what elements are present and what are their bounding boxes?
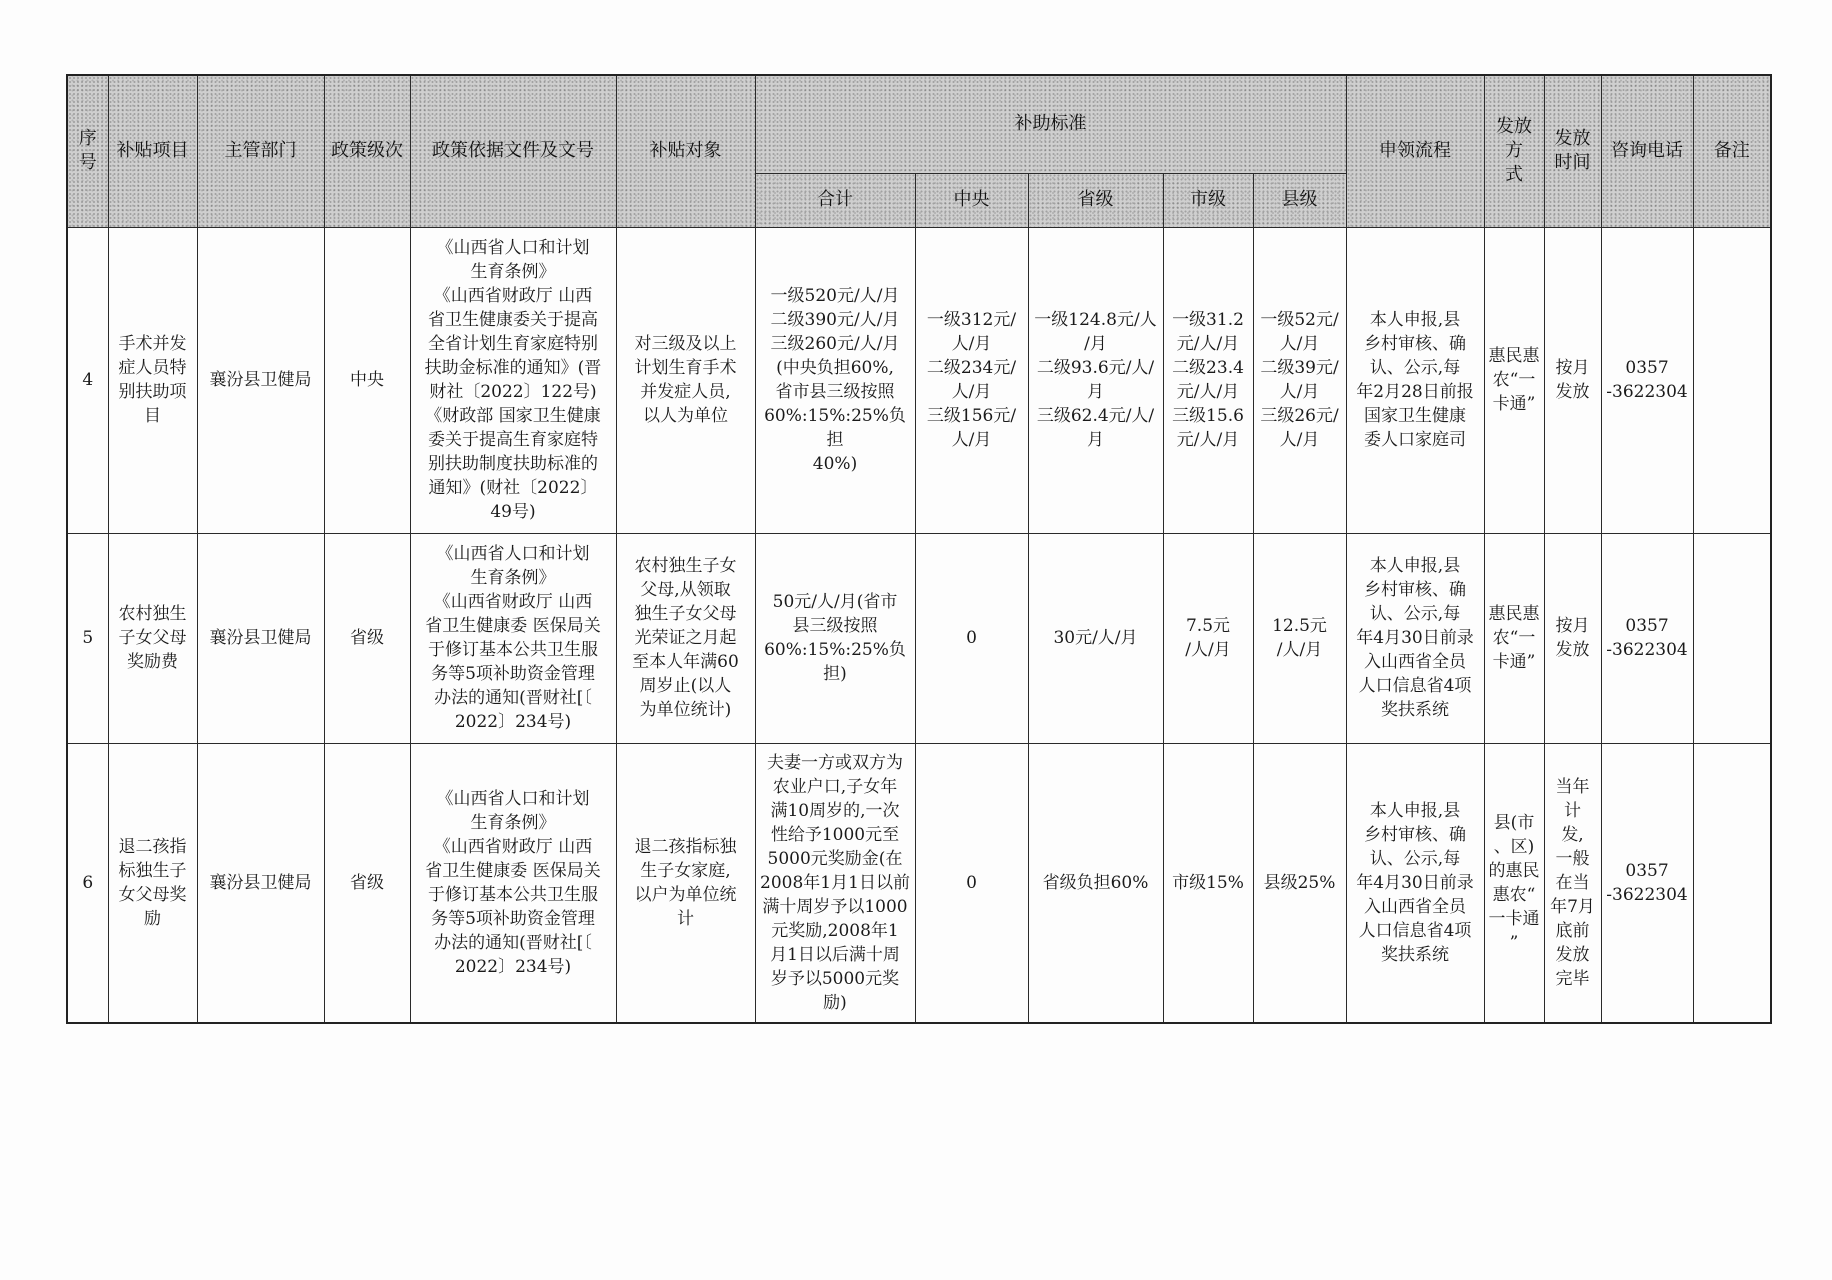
cell-dept: 襄汾县卫健局 [197,533,324,743]
header-county: 县级 [1253,173,1346,227]
cell-phone: 0357 -3622304 [1601,743,1693,1023]
cell-item: 农村独生 子女父母 奖励费 [108,533,197,743]
cell-seq: 6 [67,743,108,1023]
table-row [67,743,1771,1023]
cell-county: 一级52元/ 人/月 二级39元/ 人/月 三级26元/ 人/月 [1253,227,1346,533]
cell-county: 县级25% [1253,743,1346,1023]
cell-province: 一级124.8元/人 /月 二级93.6元/人/ 月 三级62.4元/人/ 月 [1028,227,1163,533]
cell-province: 30元/人/月 [1028,533,1163,743]
cell-method: 县(市 、区) 的惠民 惠农“ 一卡通 ” [1484,743,1544,1023]
cell-city: 市级15% [1163,743,1253,1023]
cell-remark [1693,227,1771,533]
header-standard: 补助标准 [755,75,1346,173]
table-row [67,227,1771,533]
cell-central: 0 [915,533,1028,743]
header-city: 市级 [1163,173,1253,227]
cell-basis: 《山西省人口和计划 生育条例》 《山西省财政厅 山西 省卫生健康委 医保局关 于修订基本公共卫生服 务等5项补助资金管理 办法的通知(晋财社[〔 2022〕234号) [410,533,616,743]
header-remark: 备注 [1693,75,1771,227]
cell-target: 对三级及以上 计划生育手术 并发症人员, 以人为单位 [616,227,755,533]
header-item: 补贴项目 [108,75,197,227]
header-row-top [67,75,1771,173]
cell-central: 一级312元/ 人/月 二级234元/ 人/月 三级156元/ 人/月 [915,227,1028,533]
cell-item: 退二孩指 标独生子 女父母奖 励 [108,743,197,1023]
cell-dept: 襄汾县卫健局 [197,743,324,1023]
header-basis: 政策依据文件及文号 [410,75,616,227]
table-header [67,75,1771,227]
cell-level: 中央 [324,227,410,533]
cell-phone: 0357 -3622304 [1601,533,1693,743]
cell-process: 本人申报,县 乡村审核、确 认、公示,每 年2月28日前报 国家卫生健康 委人口家庭司 [1346,227,1484,533]
cell-item: 手术并发 症人员特 别扶助项 目 [108,227,197,533]
table-row [67,533,1771,743]
cell-province: 省级负担60% [1028,743,1163,1023]
header-time: 发放 时间 [1544,75,1601,227]
cell-phone: 0357 -3622304 [1601,227,1693,533]
cell-level: 省级 [324,533,410,743]
cell-seq: 5 [67,533,108,743]
cell-total: 一级520元/人/月 二级390元/人/月 三级260元/人/月 (中央负担60%, 省市县三级按照 60%:15%:25%负担 40%) [755,227,915,533]
header-central: 中央 [915,173,1028,227]
cell-seq: 4 [67,227,108,533]
cell-city: 一级31.2 元/人/月 二级23.4 元/人/月 三级15.6 元/人/月 [1163,227,1253,533]
cell-time: 当年 计 发, 一般 在当 年7月 底前 发放 完毕 [1544,743,1601,1023]
subsidy-table [66,74,1772,1024]
cell-dept: 襄汾县卫健局 [197,227,324,533]
cell-process: 本人申报,县 乡村审核、确 认、公示,每 年4月30日前录 入山西省全员 人口信息省4项 奖扶系统 [1346,743,1484,1023]
header-process: 申领流程 [1346,75,1484,227]
cell-time: 按月 发放 [1544,227,1601,533]
cell-county: 12.5元 /人/月 [1253,533,1346,743]
header-target: 补贴对象 [616,75,755,227]
cell-time: 按月 发放 [1544,533,1601,743]
cell-process: 本人申报,县 乡村审核、确 认、公示,每 年4月30日前录 入山西省全员 人口信息省4项 奖扶系统 [1346,533,1484,743]
cell-method: 惠民惠 农“一 卡通” [1484,533,1544,743]
cell-target: 农村独生子女 父母,从领取 独生子女父母 光荣证之月起 至本人年满60 周岁止(以人 为单位统计) [616,533,755,743]
cell-total: 50元/人/月(省市 县三级按照 60%:15%:25%负 担) [755,533,915,743]
cell-target: 退二孩指标独 生子女家庭, 以户为单位统 计 [616,743,755,1023]
cell-basis: 《山西省人口和计划 生育条例》 《山西省财政厅 山西 省卫生健康委 医保局关 于修订基本公共卫生服 务等5项补助资金管理 办法的通知(晋财社[〔 2022〕234号) [410,743,616,1023]
cell-total: 夫妻一方或双方为 农业户口,子女年 满10周岁的,一次 性给予1000元至 5000元奖励金(在 2008年1月1日以前 满十周岁予以1000 元奖励,2008年1 月1日以后满十周 岁予以5000元奖 励) [755,743,915,1023]
cell-central: 0 [915,743,1028,1023]
cell-level: 省级 [324,743,410,1023]
cell-city: 7.5元 /人/月 [1163,533,1253,743]
table-body [67,227,1771,1023]
cell-remark [1693,743,1771,1023]
header-dept: 主管部门 [197,75,324,227]
cell-remark [1693,533,1771,743]
cell-method: 惠民惠 农“一 卡通” [1484,227,1544,533]
header-total: 合计 [755,173,915,227]
header-method: 发放方 式 [1484,75,1544,227]
header-province: 省级 [1028,173,1163,227]
header-seq: 序 号 [67,75,108,227]
header-phone: 咨询电话 [1601,75,1693,227]
cell-basis: 《山西省人口和计划 生育条例》 《山西省财政厅 山西 省卫生健康委关于提高 全省计划生育家庭特别 扶助金标准的通知》(晋 财社〔2022〕122号) 《财政部 国家卫生健康 委关于提高生育家庭特 别扶助制度扶助标准的 通知》(财社〔2022〕 49号) [410,227,616,533]
header-level: 政策级次 [324,75,410,227]
